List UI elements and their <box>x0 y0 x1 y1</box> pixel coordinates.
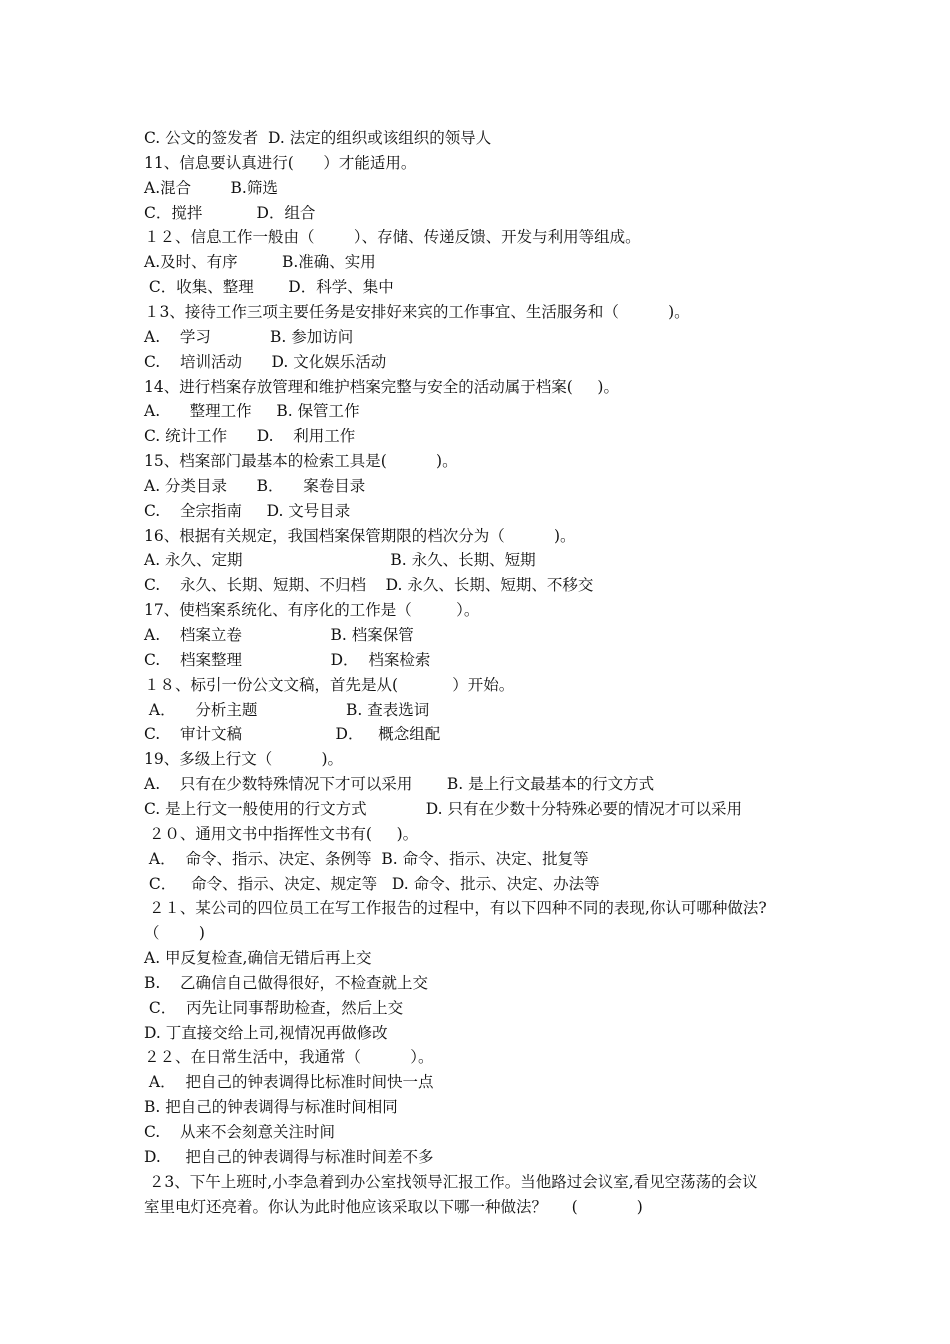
text-line: A.及时、有序 B.准确、实用 <box>144 253 376 272</box>
text-line: A. 档案立卷 B. 档案保管 <box>144 626 414 644</box>
text-line: B. 把自己的钟表调得与标准时间相同 <box>144 1098 398 1117</box>
text-line: ２１、某公司的四位员工在写工作报告的过程中，有以下四种不同的表现,你认可哪种做法? <box>144 899 767 918</box>
text-line: 19、多级上行文（ )。 <box>144 750 344 769</box>
text-line: １3、接待工作三项主要任务是安排好来宾的工作事宜、生活服务和（ )。 <box>144 302 690 321</box>
text-line: １２、信息工作一般由（ ）、存储、传递反馈、开发与利用等组成。 <box>144 228 641 247</box>
text-line: 室里电灯还亮着。你认为此时他应该采取以下哪一种做法？ ( ) <box>144 1197 643 1216</box>
text-line: 16、根据有关规定，我国档案保管期限的档次分为（ )。 <box>144 526 576 545</box>
text-line: D. 丁直接交给上司,视情况再做修改 <box>144 1023 388 1042</box>
text-line: D. 把自己的钟表调得与标准时间差不多 <box>144 1147 434 1166</box>
text-line: C. 从来不会刻意关注时间 <box>144 1123 335 1141</box>
text-line: １８、标引一份公文文稿，首先是从( ）开始。 <box>144 675 515 694</box>
text-line: A． 分析主题 B. 查表选词 <box>144 700 430 719</box>
text-line: A. 学习 B. 参加访问 <box>144 327 354 346</box>
text-line: A. 甲反复检查,确信无错后再上交 <box>144 949 372 968</box>
text-line: A.混合 B.筛选 <box>144 178 278 197</box>
text-line: C．收集、整理 D．科学、集中 <box>144 278 394 297</box>
text-line: 15、档案部门最基本的检索工具是( )。 <box>144 452 458 471</box>
text-line: ２２、在日常生活中，我通常（ ）。 <box>144 1048 434 1067</box>
text-line: 17、使档案系统化、有序化的工作是（ ）。 <box>144 601 480 620</box>
text-line: （ ) <box>144 924 205 943</box>
text-line: C. 档案整理 D． 档案检索 <box>144 650 431 669</box>
text-line: C. 统计工作 D. 利用工作 <box>144 427 356 446</box>
text-line: ２3、下午上班时,小李急着到办公室找领导汇报工作。当他路过会议室,看见空荡荡的会议 <box>144 1172 758 1191</box>
text-line: C. 是上行文一般使用的行文方式 D. 只有在少数十分特殊必要的情况才可以采用 <box>144 799 743 818</box>
text-line: A. 整理工作 B. 保管工作 <box>144 402 360 421</box>
text-line: C. 审计文稿 D． 概念组配 <box>144 725 441 744</box>
text-line: A． 命令、指示、决定、条例等 B. 命令、指示、决定、批复等 <box>144 849 589 868</box>
text-line: 11、信息要认真进行( ）才能适用。 <box>144 153 417 172</box>
text-line: C． 丙先让同事帮助检查，然后上交 <box>144 998 404 1017</box>
text-line: A. 分类目录 B． 案卷目录 <box>144 476 366 495</box>
text-line: ２０、通用文书中指挥性文书有( )。 <box>144 824 419 843</box>
text-line: C．搅拌 D．组合 <box>144 203 316 222</box>
text-line: A. 永久、定期 B. 永久、长期、短期 <box>144 551 536 570</box>
text-line: C. 永久、长期、短期、不归档 D. 永久、长期、短期、不移交 <box>144 576 594 595</box>
text-line: C. 公文的签发者 D. 法定的组织或该组织的领导人 <box>144 129 492 147</box>
text-line: A． 把自己的钟表调得比标准时间快一点 <box>144 1073 434 1092</box>
text-line: C． 命令、指示、决定、规定等 D. 命令、批示、决定、办法等 <box>144 874 600 893</box>
text-line: C. 全宗指南 D. 文号目录 <box>144 501 351 520</box>
text-line: 14、进行档案存放管理和维护档案完整与安全的活动属于档案( )。 <box>144 377 619 396</box>
text-line: C. 培训活动 D. 文化娱乐活动 <box>144 352 387 371</box>
text-line: B. 乙确信自己做得很好，不检查就上交 <box>144 973 429 992</box>
text-line: A. 只有在少数特殊情况下才可以采用 B. 是上行文最基本的行文方式 <box>144 775 655 794</box>
